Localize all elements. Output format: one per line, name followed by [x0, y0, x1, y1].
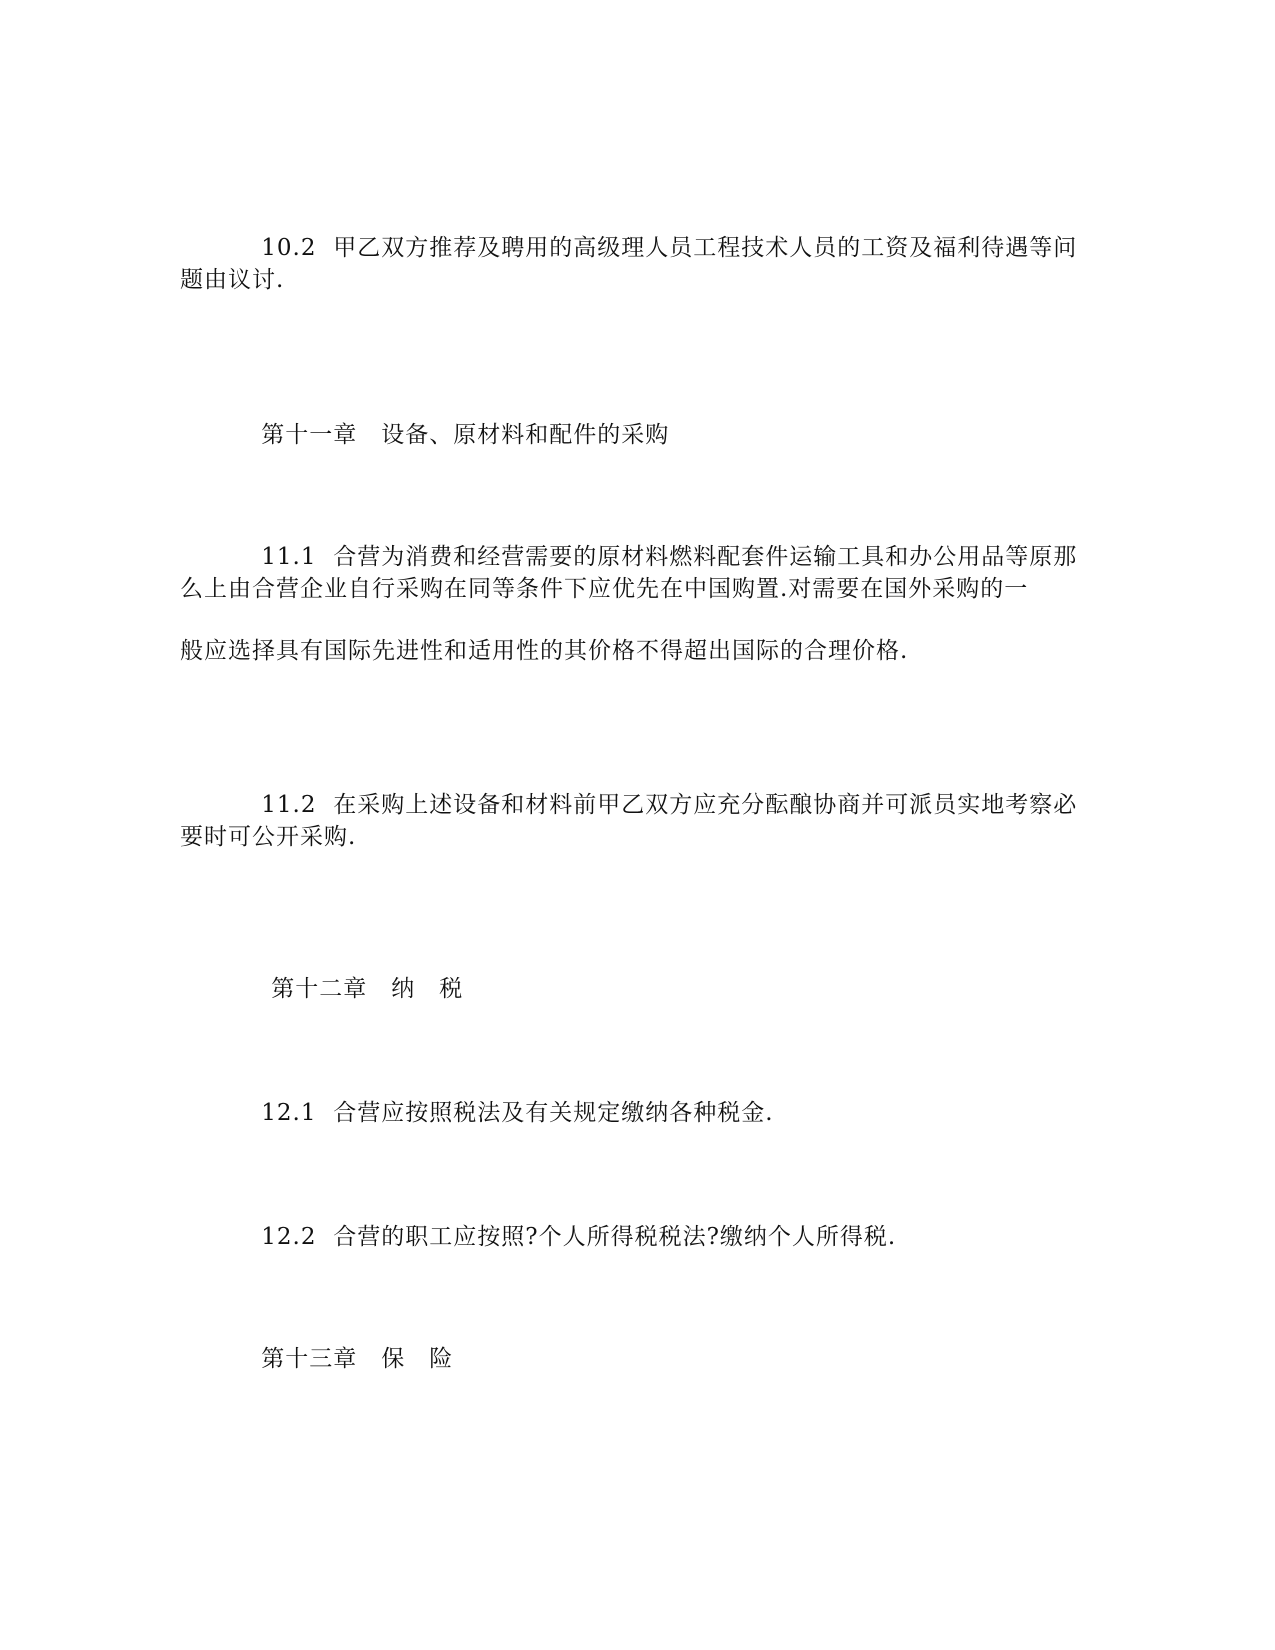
clause-number: 12.1	[261, 1100, 317, 1126]
clause-12-1-line-1	[228, 1068, 774, 1158]
clause-number: 11.2	[261, 792, 317, 818]
chapter-13-heading	[228, 1314, 453, 1404]
chapter-title: 设备、原材料和配件的采购	[381, 422, 670, 448]
chapter-12-heading	[238, 944, 463, 1034]
clause-number: 11.1	[261, 544, 317, 570]
clause-11-2-line-2: 要时可公开采购.	[180, 824, 357, 850]
clause-text: 在采购上述设备和材料前甲乙双方应充分酝酿协商并可派员实地考察必	[333, 792, 1078, 818]
clause-11-1-line-2: 么上由合营企业自行采购在同等条件下应优先在中国购置.对需要在国外采购的一	[180, 576, 1029, 602]
clause-text: 合营为消费和经营需要的原材料燃料配套件运输工具和办公用品等原那	[333, 544, 1078, 570]
clause-text: 合营的职工应按照?个人所得税税法?缴纳个人所得税.	[333, 1224, 897, 1250]
clause-number: 12.2	[261, 1224, 317, 1250]
chapter-label: 第十一章	[261, 422, 358, 448]
chapter-label: 第十三章	[261, 1346, 358, 1372]
chapter-title: 纳 税	[391, 976, 464, 1002]
clause-number: 10.2	[261, 235, 317, 261]
chapter-11-heading	[228, 390, 669, 480]
clause-10-2-line-2: 题由议讨.	[180, 267, 285, 293]
clause-12-2-line-1	[228, 1192, 896, 1282]
clause-text: 甲乙双方推荐及聘用的高级理人员工程技术人员的工资及福利待遇等问	[333, 235, 1078, 261]
clause-10-2-line-1	[228, 203, 1077, 293]
clause-text: 合营应按照税法及有关规定缴纳各种税金.	[333, 1100, 774, 1126]
clause-11-1-line-3: 般应选择具有国际先进性和适用性的其价格不得超出国际的合理价格.	[180, 638, 909, 664]
chapter-label: 第十二章	[271, 976, 368, 1002]
chapter-title: 保 险	[381, 1346, 454, 1372]
